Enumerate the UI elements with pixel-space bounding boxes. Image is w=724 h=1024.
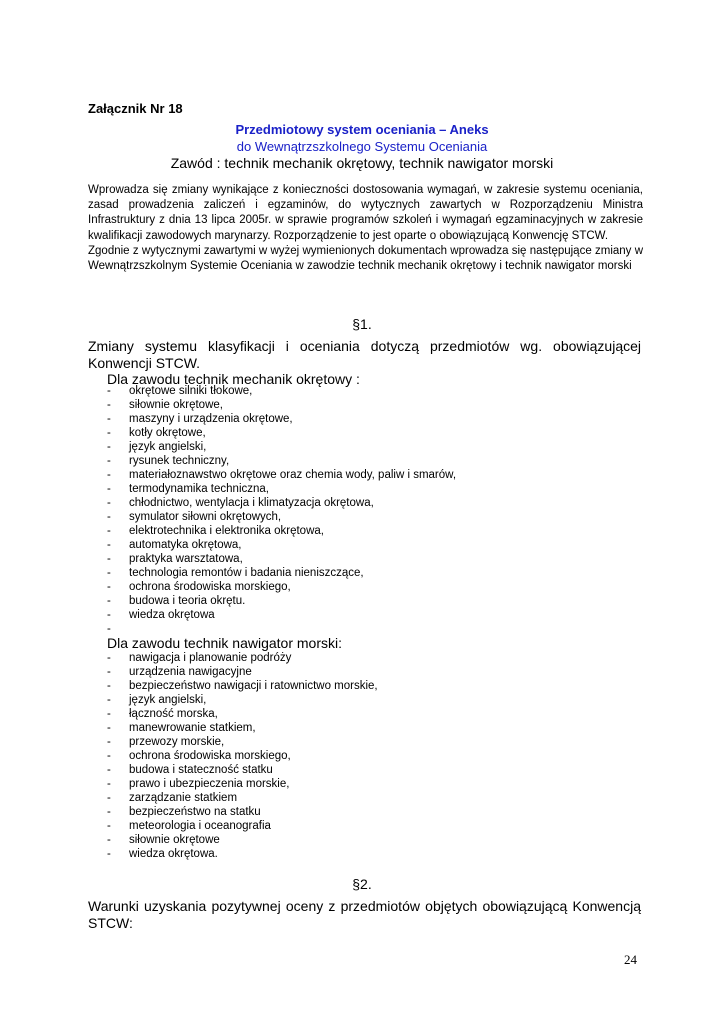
list-item	[107, 566, 456, 580]
list-item-text: budowa i stateczność statku	[129, 764, 273, 776]
list-item	[107, 594, 456, 608]
intro-text	[88, 183, 643, 274]
bullet-dash: -	[107, 595, 111, 607]
section-2-text: Warunki uzyskania pozytywnej oceny z przedmiotów objętych obowiązującą Konwencją STCW:	[88, 898, 641, 931]
list-item	[107, 763, 378, 777]
list-item	[107, 651, 378, 665]
bullet-dash: -	[107, 652, 111, 664]
bullet-dash: -	[107, 708, 111, 720]
list-item-text: język angielski,	[129, 441, 207, 453]
bullet-dash: -	[107, 680, 111, 692]
list-item-text: łączność morska,	[129, 708, 218, 720]
annex-label: Załącznik Nr 18	[88, 101, 183, 116]
mechanic-subject-list	[107, 384, 456, 636]
profession-line: Zawód : technik mechanik okrętowy, technik nawigator morski	[170, 155, 554, 171]
list-item-text: prawo i ubezpieczenia morskie,	[129, 778, 290, 790]
list-item	[107, 693, 378, 707]
bullet-dash: -	[107, 469, 111, 481]
list-item-text: manewrowanie statkiem,	[129, 722, 256, 734]
list-item	[107, 665, 378, 679]
list-item-text: siłownie okrętowe	[129, 834, 220, 846]
list-item-text: materiałoznawstwo okrętowe oraz chemia wody, paliw i smarów,	[129, 469, 457, 481]
section-1-heading: §1.	[352, 316, 372, 332]
list-item-text: siłownie okrętowe,	[129, 399, 223, 411]
list-item	[107, 622, 456, 636]
list-item-text: nawigacja i planowanie podróży	[129, 652, 292, 664]
list-item-text: automatyka okrętowa,	[129, 539, 242, 551]
list-item-text: ochrona środowiska morskiego,	[129, 581, 291, 593]
bullet-dash: -	[107, 778, 111, 790]
list-item-text: bezpieczeństwo na statku	[129, 806, 261, 818]
bullet-dash: -	[107, 539, 111, 551]
bullet-dash: -	[107, 806, 111, 818]
bullet-dash: -	[107, 413, 111, 425]
list-item-text: język angielski,	[129, 694, 207, 706]
list-item-text: technologia remontów i badania nieniszczące,	[129, 567, 364, 579]
list-item	[107, 496, 456, 510]
list-item	[107, 735, 378, 749]
page-number: 24	[624, 952, 637, 967]
document-subtitle: do Wewnątrzszkolnego Systemu Oceniania	[236, 139, 488, 154]
bullet-dash: -	[107, 399, 111, 411]
list-item-text: termodynamika techniczna,	[129, 483, 269, 495]
list-item-text: budowa i teoria okrętu.	[129, 595, 246, 607]
list-item	[107, 805, 378, 819]
list-item-text: praktyka warsztatowa,	[129, 553, 243, 565]
list-item	[107, 524, 456, 538]
list-item	[107, 398, 456, 412]
bullet-dash: -	[107, 792, 111, 804]
list-item	[107, 608, 456, 622]
list-item	[107, 791, 378, 805]
bullet-dash: -	[107, 820, 111, 832]
bullet-dash: -	[107, 581, 111, 593]
bullet-dash: -	[107, 511, 111, 523]
bullet-dash: -	[107, 441, 111, 453]
list-item	[107, 847, 378, 861]
list-item-text: ochrona środowiska morskiego,	[129, 750, 291, 762]
list-item	[107, 538, 456, 552]
list-item-text: zarządzanie statkiem	[129, 792, 238, 804]
bullet-dash: -	[107, 567, 111, 579]
bullet-dash: -	[107, 525, 111, 537]
list-item	[107, 412, 456, 426]
list-item	[107, 819, 378, 833]
bullet-dash: -	[107, 694, 111, 706]
intro-paragraph-1: Wprowadza się zmiany wynikające z konieczności dostosowania wymagań, w zakresie systemu oceniania, zasad prowadzenia zaliczeń i egzaminów, do wytycznych zawartych w Rozporządzeniu Ministra Infrastruktury z dnia 13 lipca 2005r. w sprawie programów szkoleń i wymagań egzaminacyjnych w zakresie kwalifikacji zawodowych marynarzy. Rozporządzenie to jest oparte o obowiązującą Konwencję STCW.	[88, 184, 643, 242]
bullet-dash: -	[107, 623, 111, 635]
bullet-dash: -	[107, 553, 111, 565]
navigator-subject-list	[107, 651, 378, 861]
bullet-dash: -	[107, 483, 111, 495]
section-1-text: Zmiany systemu klasyfikacji i oceniania dotyczą przedmiotów wg. obowiązującej Konwencji STCW.	[88, 338, 641, 371]
list-item	[107, 552, 456, 566]
bullet-dash: -	[107, 385, 111, 397]
list-item	[107, 468, 456, 482]
bullet-dash: -	[107, 609, 111, 621]
list-item	[107, 749, 378, 763]
bullet-dash: -	[107, 455, 111, 467]
list-item	[107, 426, 456, 440]
list-item-text: wiedza okrętowa	[129, 609, 215, 621]
list-item-text: przewozy morskie,	[129, 736, 225, 748]
bullet-dash: -	[107, 764, 111, 776]
bullet-dash: -	[107, 834, 111, 846]
list-item-text: okrętowe silniki tłokowe,	[129, 385, 253, 397]
document-title: Przedmiotowy system oceniania – Aneks	[235, 122, 489, 137]
bullet-dash: -	[107, 497, 111, 509]
list-item	[107, 777, 378, 791]
intro-paragraph-2: Zgodnie z wytycznymi zawartymi w wyżej wymienionych dokumentach wprowadza się następujące zmiany w Wewnątrzszkolnym Systemie Oceniania w zawodzie technik mechanik okrętowy i technik nawigator morski	[88, 244, 643, 273]
list-item-text: urządzenia nawigacyjne	[129, 666, 252, 678]
list-item	[107, 440, 456, 454]
navigator-heading: Dla zawodu technik nawigator morski:	[107, 635, 342, 651]
list-item	[107, 679, 378, 693]
list-item-text: kotły okrętowe,	[129, 427, 206, 439]
list-item	[107, 707, 378, 721]
list-item-text: elektrotechnika i elektronika okrętowa,	[129, 525, 324, 537]
bullet-dash: -	[107, 427, 111, 439]
list-item-text: meteorologia i oceanografia	[129, 820, 271, 832]
bullet-dash: -	[107, 848, 111, 860]
bullet-dash: -	[107, 750, 111, 762]
list-item-text: wiedza okrętowa.	[129, 848, 218, 860]
mechanic-heading: Dla zawodu technik mechanik okrętowy :	[107, 371, 360, 387]
bullet-dash: -	[107, 736, 111, 748]
list-item-text: symulator siłowni okrętowych,	[129, 511, 282, 523]
list-item-text: maszyny i urządzenia okrętowe,	[129, 413, 293, 425]
list-item	[107, 833, 378, 847]
list-item-text: bezpieczeństwo nawigacji i ratownictwo morskie,	[129, 680, 378, 692]
list-item	[107, 454, 456, 468]
list-item	[107, 580, 456, 594]
list-item	[107, 384, 456, 398]
list-item-text: chłodnictwo, wentylacja i klimatyzacja okrętowa,	[129, 497, 374, 509]
list-item	[107, 482, 456, 496]
list-item	[107, 510, 456, 524]
list-item-text: rysunek techniczny,	[129, 455, 230, 467]
bullet-dash: -	[107, 722, 111, 734]
list-item	[107, 721, 378, 735]
section-2-heading: §2.	[352, 876, 372, 892]
bullet-dash: -	[107, 666, 111, 678]
